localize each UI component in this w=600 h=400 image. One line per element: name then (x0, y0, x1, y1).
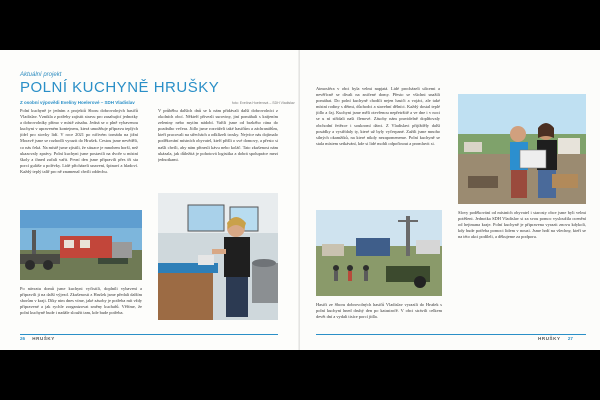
bottom-black-bar (0, 350, 600, 400)
article-headline: POLNÍ KUCHYNĚ HRUŠKY (20, 79, 220, 96)
magazine-spread (0, 50, 600, 350)
top-black-bar (0, 0, 600, 50)
photo-volunteers-outdoor (458, 94, 586, 204)
article-subhead: Z osobní výpovědi Evelíny Hoelerové – SDH Vladislav (20, 100, 135, 105)
photo-camp-tents (316, 210, 442, 296)
right-text-column-1: Atmosféra v obci byla velmi napjatá. Lidé procházeli ulicemi a nevěřícně se dívali na zničené domy. Přesto se všichni snažili pomáhat. Do polní kuchyně chodili nejen hasiči a vojáci, ale také místní rodiny s dětmi, důchodci a stavební dělníci. Každý dostal teplé jídlo a čaj. Kuchyni jsme měli otevřenou nepřetržitě a ve dne i v noci se u ní střídali naši členové. Zásoby nám pravidelně doplňovaly obchodní řetězce i soukromí dárci. Z Vladislavi přijížděly další posádky a vystřídaly ty, které už byly vyčerpané. Zažili jsme mnoho silných okamžiků, na které nikdy nezapomeneme. Polní kuchyně se stala místem setkávání, kde si lidé mohli odpočinout a promluvit si. (316, 86, 440, 146)
left-footer-rule (20, 334, 278, 335)
right-section-name: HRUŠKY (538, 336, 561, 341)
left-folio (20, 336, 55, 341)
photo-woman-cooking (158, 193, 278, 320)
left-page-number: 26 (20, 336, 26, 341)
left-page (0, 50, 300, 350)
left-text-column-1: Polní kuchyně je jedním z projektů Sboru dobrovolných hasičů Vladislav. Vznikla z potřeby zajistit stravu pro zasahující jednotky a dobrovolníky přímo v místě zásahu. Jedná se o plně vybavenou kuchyni v upraveném kontejneru, která umožňuje přípravu teplých jídel pro stovky lidí. V roce 2021 po ničivém tornádu na jižní Moravě jsme se rozhodli vyrazit do Hrušek. Cestou jsme nevěděli, co nás čeká. Na místě jsme zjistili, že situace je mnohem horší, než ukazovaly zprávy. Polní kuchyni jsme postavili na dvoře u místní školy a ihned začali vařit. První den jsme připravili přes tři sta porcí guláše a polévky. Lidé přicházeli unavení, špinaví a hladoví. Každý teplý talíř pro ně znamenal chvíli oddechu. (20, 108, 138, 174)
left-section-name: HRUŠKY (32, 336, 55, 341)
photo-field-kitchen-container (20, 210, 142, 280)
left-text-column-bottom: Po návratu domů jsme kuchyni vyčistili, doplnili vybavení a připravili ji na další výjezd. Zkušenosti z Hrušek jsme předali dalším sborům v kraji. Díky nim dnes víme, jaké zásoby je potřeba mít vždy připravené a jak rychle zorganizovat směny kuchařů. Věříme, že polní kuchyně bude i nadále sloužit tam, kde bude potřeba. (20, 286, 142, 316)
photo-credit: foto: Evelína Hoelerová – SDH Vladislav (232, 101, 295, 105)
right-footer-rule (316, 334, 586, 335)
right-folio (538, 336, 573, 341)
right-page (300, 50, 600, 350)
right-text-column-2: Slovy poděkování od místních obyvatel i starosty obce jsme byli velmi potěšeni. Jednotka SDH Vladislav si za svou pomoc vysloužila ocenění od hejtmana kraje. Polní kuchyně je připravena vyrazit znovu kdykoli, kdy bude potřeba pomoci lidem v nouzi. Jsme hrdí na všechny, kteří se na této akci podíleli, a děkujeme za podporu. (458, 210, 586, 240)
right-page-number: 27 (567, 336, 573, 341)
right-text-column-bottom: Hasiči ze Sboru dobrovolných hasičů Vladislav vyrazili do Hrušek s polní kuchyní hned druhý den po katastrofě. V obci strávili celkem devět dní a vydali tisíce porcí jídla. (316, 302, 442, 320)
left-text-column-2: V průběhu dalších dnů se k nám přidávali další dobrovolníci z okolních obcí. Někteří přivezli suroviny, jiní pomáhali s krájením zeleniny nebo mytím nádobí. Vařili jsme od brzkého rána do pozdního večera. Jídlo jsme rozváželi také hasičům a záchranářům, kteří pracovali na střechách a odklízeli trosky. Nejvíce nás dojímalo poděkování místních obyvatel, kteří přišli o své domovy, a přesto si našli chvíli, aby nám přinesli kávu nebo koláč. Tato zkušenost nám ukázala, jak důležitá je pohotová logistika a dobrá spolupráce mezi jednotkami. (158, 108, 278, 162)
article-kicker: Aktuální projekt (20, 72, 62, 78)
